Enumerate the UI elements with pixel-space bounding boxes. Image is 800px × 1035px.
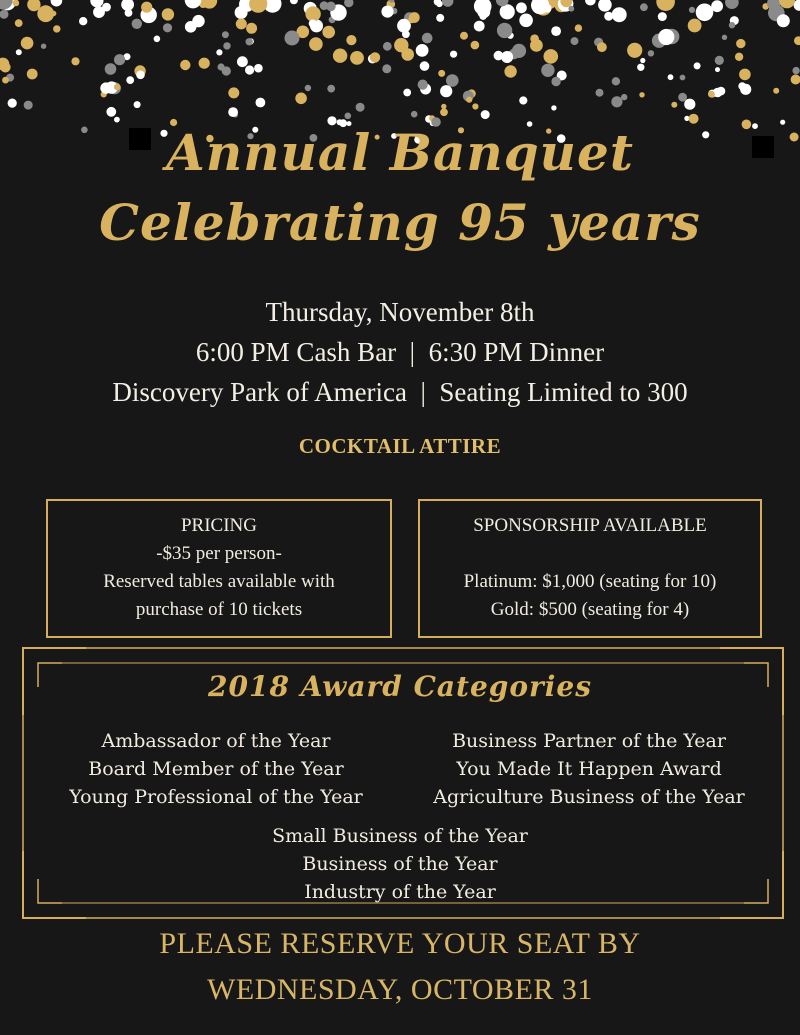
pricing-heading: PRICING xyxy=(180,515,257,536)
confetti-dot xyxy=(305,85,311,91)
confetti-dot xyxy=(442,0,453,7)
pricing-tables: Reserved tables available with xyxy=(103,571,335,592)
confetti-dot xyxy=(481,110,490,119)
confetti-dot xyxy=(575,24,582,31)
confetti-dot xyxy=(53,25,60,32)
confetti-dot xyxy=(236,18,247,29)
confetti-dot xyxy=(121,0,134,11)
award-item: Board Member of the Year xyxy=(88,758,344,780)
confetti-dot xyxy=(627,43,642,58)
confetti-dot xyxy=(598,0,612,12)
confetti-dot xyxy=(309,20,317,28)
confetti-dot xyxy=(223,42,230,49)
confetti-dot xyxy=(541,64,554,77)
reserve-notice-line-2: WEDNESDAY, OCTOBER 31 xyxy=(207,973,593,1006)
confetti-dot xyxy=(497,23,512,38)
pricing-per-person: -$35 per person- xyxy=(156,543,282,564)
award-item: You Made It Happen Award xyxy=(456,758,722,780)
confetti-dot xyxy=(544,49,559,64)
confetti-dot xyxy=(604,12,613,21)
confetti-dot xyxy=(568,6,574,12)
confetti-dot xyxy=(479,13,486,20)
confetti-dot xyxy=(180,60,190,70)
confetti-dot xyxy=(571,37,579,45)
confetti-dot xyxy=(141,2,152,13)
confetti-dot xyxy=(41,44,46,49)
confetti-dot xyxy=(114,84,121,91)
confetti-dot xyxy=(516,2,527,13)
confetti-dot xyxy=(715,67,720,72)
confetti-dot xyxy=(736,39,745,48)
title-line-1: Annual Banquet xyxy=(166,123,634,182)
confetti-dot xyxy=(237,56,248,67)
confetti-dot xyxy=(21,37,34,50)
confetti-dot xyxy=(2,77,9,84)
confetti-dot xyxy=(71,57,79,65)
confetti-dot xyxy=(422,33,433,44)
confetti-dot xyxy=(668,74,674,80)
confetti-dot xyxy=(0,10,9,19)
confetti-dot xyxy=(401,48,414,61)
confetti-dot xyxy=(90,0,103,7)
confetti-dot xyxy=(551,77,560,86)
confetti-dot xyxy=(500,4,515,19)
confetti-dot xyxy=(344,0,353,7)
confetti-dot xyxy=(13,0,20,6)
confetti-dot xyxy=(658,12,667,21)
award-item: Industry of the Year xyxy=(304,881,496,903)
confetti-dot xyxy=(228,107,238,117)
confetti-dot xyxy=(24,101,33,110)
confetti-dot xyxy=(611,96,622,107)
confetti-dot xyxy=(715,56,724,65)
confetti-dot xyxy=(350,51,364,65)
confetti-dot xyxy=(320,1,329,10)
sponsorship-gold: Gold: $500 (seating for 4) xyxy=(490,599,690,620)
confetti-dot xyxy=(154,36,161,43)
pricing-tickets: purchase of 10 tickets xyxy=(135,599,303,620)
confetti-dot xyxy=(684,99,695,110)
confetti-dot xyxy=(596,89,604,97)
confetti-dot xyxy=(309,37,323,51)
confetti-dot xyxy=(346,35,356,45)
title-line-2: Celebrating 95 years xyxy=(99,193,701,252)
confetti-dot xyxy=(370,52,380,62)
confetti-dot xyxy=(222,66,231,75)
confetti-dot xyxy=(794,36,800,45)
confetti-dot xyxy=(235,6,248,19)
confetti-dot xyxy=(773,88,779,94)
confetti-dot xyxy=(739,69,751,81)
confetti-dot xyxy=(37,5,54,22)
confetti-dot xyxy=(708,91,715,98)
confetti-dot xyxy=(51,0,63,7)
confetti-dot xyxy=(441,104,446,109)
confetti-dot xyxy=(440,108,448,116)
confetti-dot xyxy=(597,42,607,52)
confetti-dot xyxy=(345,113,352,120)
confetti-dot xyxy=(246,38,253,45)
confetti-dot xyxy=(333,49,347,63)
confetti-dot xyxy=(621,94,627,100)
confetti-dot xyxy=(249,0,267,13)
confetti-dot xyxy=(436,14,444,22)
confetti-dot xyxy=(285,31,300,46)
confetti-dot xyxy=(132,19,142,29)
confetti-dot xyxy=(729,22,735,28)
confetti-dot xyxy=(163,23,172,32)
confetti-dot xyxy=(501,51,513,63)
event-times: 6:00 PM Cash Bar | 6:30 PM Dinner xyxy=(195,337,605,367)
confetti-dot xyxy=(356,103,365,112)
confetti-dot xyxy=(16,49,22,55)
confetti-dot xyxy=(102,3,111,12)
confetti-dot xyxy=(725,0,739,9)
confetti-dot xyxy=(711,0,723,12)
confetti-dot xyxy=(722,35,727,40)
confetti-dot xyxy=(245,65,254,74)
confetti-dot xyxy=(460,32,468,40)
confetti-dot xyxy=(295,93,307,105)
confetti-dot xyxy=(740,84,751,95)
confetti-dot xyxy=(530,34,539,43)
confetti-dot xyxy=(100,82,111,93)
confetti-dot xyxy=(446,74,459,87)
award-item: Small Business of the Year xyxy=(272,825,528,847)
confetti-dot xyxy=(216,49,222,55)
confetti-dot xyxy=(382,64,391,73)
confetti-dot xyxy=(114,54,125,65)
confetti-dot xyxy=(185,0,202,8)
confetti-dot xyxy=(466,97,472,103)
confetti-dot xyxy=(438,70,445,77)
confetti-dot xyxy=(791,75,800,85)
sponsorship-platinum: Platinum: $1,000 (seating for 10) xyxy=(463,571,717,592)
awards-right-column xyxy=(410,727,768,811)
award-item: Ambassador of the Year xyxy=(101,730,331,752)
confetti-dot xyxy=(27,69,38,80)
reserve-notice-line-1: PLEASE RESERVE YOUR SEAT BY xyxy=(159,927,641,960)
award-item: Agriculture Business of the Year xyxy=(433,786,745,808)
confetti-dot xyxy=(228,87,239,98)
awards-title: 2018 Award Categories xyxy=(208,670,592,703)
confetti-dot xyxy=(504,65,516,77)
confetti-dot xyxy=(696,4,714,22)
award-item: Business Partner of the Year xyxy=(452,730,726,752)
confetti-dot xyxy=(222,31,229,38)
confetti-dot xyxy=(305,6,320,21)
confetti-dot xyxy=(640,58,645,63)
confetti-dot xyxy=(717,87,726,96)
confetti-dot xyxy=(637,64,644,71)
confetti-dot xyxy=(15,19,23,27)
confetti-dot xyxy=(551,105,556,110)
sponsorship-box xyxy=(418,499,762,638)
confetti-dot xyxy=(585,0,596,6)
confetti-dot xyxy=(408,16,415,23)
confetti-dot xyxy=(648,50,654,56)
confetti-dot xyxy=(689,7,695,13)
confetti-dot xyxy=(612,77,620,85)
pricing-box xyxy=(46,499,392,638)
confetti-dot xyxy=(254,64,263,73)
confetti-dot xyxy=(420,61,430,71)
confetti-dot xyxy=(418,80,428,90)
confetti-dot xyxy=(612,7,627,22)
confetti-dot xyxy=(416,44,429,57)
confetti-dot xyxy=(8,99,17,108)
confetti-dot xyxy=(519,13,533,27)
confetti-dot xyxy=(322,26,335,39)
confetti-dot xyxy=(134,101,141,108)
confetti-dot xyxy=(658,29,674,45)
confetti-dot xyxy=(199,58,210,69)
confetti-dot xyxy=(472,103,478,109)
confetti-dot xyxy=(105,63,117,75)
confetti-dot xyxy=(381,6,393,18)
sponsorship-heading: SPONSORSHIP AVAILABLE xyxy=(473,515,707,536)
awards-center-column xyxy=(0,822,800,906)
confetti-dot xyxy=(688,19,702,33)
confetti-dot xyxy=(192,15,204,27)
awards-left-column xyxy=(40,727,392,811)
confetti-dot xyxy=(246,23,257,34)
award-item: Young Professional of the Year xyxy=(69,786,363,808)
confetti-dot xyxy=(327,85,335,93)
confetti-dot xyxy=(411,111,418,118)
confetti-dot xyxy=(671,102,677,108)
confetti-dot xyxy=(680,75,686,81)
dress-code: COCKTAIL ATTIRE xyxy=(298,434,502,458)
confetti-dot xyxy=(290,0,298,4)
confetti-dot xyxy=(126,76,134,84)
confetti-dot xyxy=(640,3,648,11)
confetti-dot xyxy=(471,41,480,50)
award-item: Business of the Year xyxy=(302,853,498,875)
confetti-dot xyxy=(106,107,116,117)
confetti-dot xyxy=(450,51,457,58)
confetti-dot xyxy=(162,8,174,20)
confetti-dot xyxy=(403,89,411,97)
event-venue: Discovery Park of America | Seating Limited to 300 xyxy=(112,377,688,407)
confetti-dot xyxy=(519,96,527,104)
event-date: Thursday, November 8th xyxy=(265,297,535,327)
confetti-dot xyxy=(777,14,790,27)
confetti-dot xyxy=(79,17,87,25)
confetti-dot xyxy=(792,67,799,74)
confetti-dot xyxy=(639,92,644,97)
confetti-dot xyxy=(383,42,392,51)
confetti-dot xyxy=(512,44,526,58)
confetti-dot xyxy=(551,26,561,36)
confetti-dot xyxy=(474,21,485,32)
confetti-dot xyxy=(256,98,266,108)
confetti-dot xyxy=(678,93,687,102)
confetti-dot xyxy=(440,85,452,97)
confetti-dot xyxy=(656,0,675,11)
confetti-dot xyxy=(136,71,145,80)
confetti-dot xyxy=(735,53,743,61)
confetti-dot xyxy=(694,62,701,69)
